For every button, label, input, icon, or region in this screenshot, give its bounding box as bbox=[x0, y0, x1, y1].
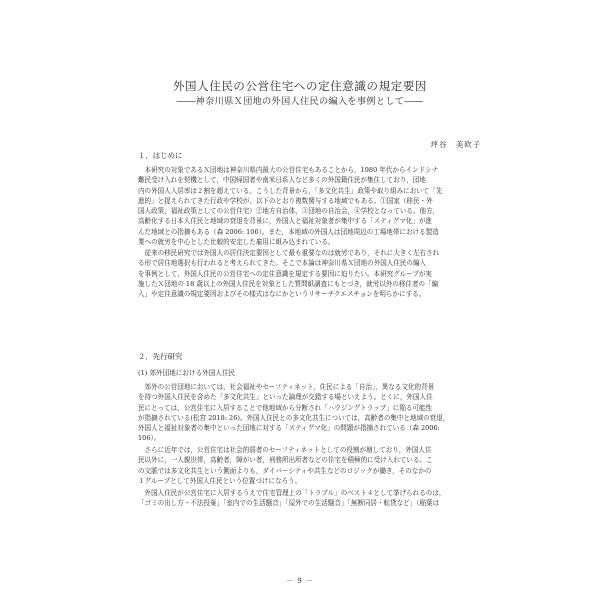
text-line: さらに近年では，公営住宅は社会的弱者のセーフティネットとしての役割が増しており，外国人住 bbox=[138, 446, 432, 454]
text-line: 外国人と福祉対象者の集中といった団地に対する「スティグマ化」の問題が指摘されている（森 2006: bbox=[138, 424, 440, 432]
text-line: 106）。 bbox=[138, 434, 161, 443]
text-line: 業への就労を中心とした比較的安定した雇用に組み込まれている。 bbox=[138, 237, 335, 246]
section-heading-prior-research: ２．先行研究 bbox=[138, 352, 183, 361]
text-line: の文脈では多文化共生という側面よりも，ダイバーシティや共生などのロジックが働き，そのなかの bbox=[138, 466, 432, 475]
text-line: 入」や定住意識の規定要因およびその様式はなにかというリサーチクエスチョンを明らかにする。 bbox=[138, 290, 426, 298]
paragraph bbox=[138, 165, 466, 247]
page-number: － 9 － bbox=[286, 577, 314, 585]
text-line: 民にとっては，公営住宅に入居することで他地域から分断され「ハウジングトラップ」に陥る可能性 bbox=[138, 403, 433, 412]
paragraph bbox=[138, 382, 466, 444]
text-line: 従来の移民研究では外国人の居住決定要因として最も重要なのは就労であり，それに大きく左右され bbox=[138, 249, 440, 257]
paper-subtitle: ――神奈川県Ｘ団地の外国人住民の編入を事例として―― bbox=[176, 96, 424, 107]
text-line: 内の外国人入居率は２割を超えている。こうした背景から，「多文化共生」政策や取り組みにおいて「先 bbox=[138, 186, 443, 195]
paragraph bbox=[138, 488, 466, 509]
paper-title: 外国人住民の公営住宅への定住意識の規定要因 bbox=[172, 79, 428, 93]
subsection-heading: (1) 郊外団地における外国人住民 bbox=[138, 369, 236, 377]
text-line: 本研究の対象であるＸ団地は神奈川県内最大の公営住宅もあることから，1980 年代からインドシナ bbox=[138, 166, 439, 174]
text-line: 進的」と捉えられてきた行政や学校が，以下のとおり複数関与する地域でもある。①国家（移民・外 bbox=[138, 196, 433, 205]
text-line: 難民受け入れを契機として，中国帰国者や南米日系人など多くの外国籍住民が集住しており，団地 bbox=[138, 176, 426, 185]
text-line: る形で居住地選択も行われると考えられてきた。そこで本論は神奈川県Ｘ団地の外国人住民の編入 bbox=[138, 259, 427, 268]
text-line: 民以外に，一人親世帯，高齢者，障がい者，刑務所出所者などの住宅を積極的に受け入れている。こ bbox=[138, 456, 433, 465]
section-heading-introduction: １．はじめに bbox=[138, 151, 183, 160]
text-line: 「ゴミの出し方・不法投棄」「室内での生活騒音」「屋外での生活騒音」「無断同居・転貸など」（稲葉は bbox=[138, 499, 440, 508]
text-line: を持つ外国人住民を含めた「多文化共生」といった論理が交錯する場といえよう。とくに，外国人住 bbox=[138, 393, 433, 402]
text-line: を事例として，外国人住民の公営住宅への定住意識を規定する要因に迫りたい。本研究グループが実 bbox=[138, 269, 432, 278]
text-line: 外国人住民が公営住宅に入居するうえで住宅管理上の「トラブル」のベスト４として挙げられるのは， bbox=[138, 489, 446, 497]
paragraph bbox=[138, 445, 466, 486]
text-line: 郊外の公営団地においては，社会福祉やセーフティネット，住民による「自治」，異なる文化的背景 bbox=[138, 383, 435, 391]
text-line: １グループとして外国人住民という位置づけになろう。 bbox=[138, 476, 302, 485]
author-name: 坪谷 美欧子 bbox=[430, 140, 481, 149]
paragraph bbox=[138, 248, 466, 299]
text-line: 国人政策，福祉政策としての公営住宅）②地方自治体，③団地の自治会，④学校となっている。他方， bbox=[138, 207, 440, 215]
text-line: んだ地域との指摘もある（森 2006: 106）。また，本地域の外国人は団地周辺の工場地帯における製造 bbox=[138, 227, 439, 236]
text-line: 施したＸ団地の 18 歳以上の外国人住民を対象とした質問紙調査にもとづき，就労以外の移住者の「編 bbox=[138, 279, 439, 288]
text-line: 高齢化する日本人住民と地域の衰退を背景に，外国人と福祉対象者が集中する「スティグマ化」が進 bbox=[138, 217, 432, 226]
text-line: が指摘されている(松宮 2018: 26)。外国人住民との多文化共生については，高齢者の集中と地域の衰退， bbox=[138, 413, 450, 422]
